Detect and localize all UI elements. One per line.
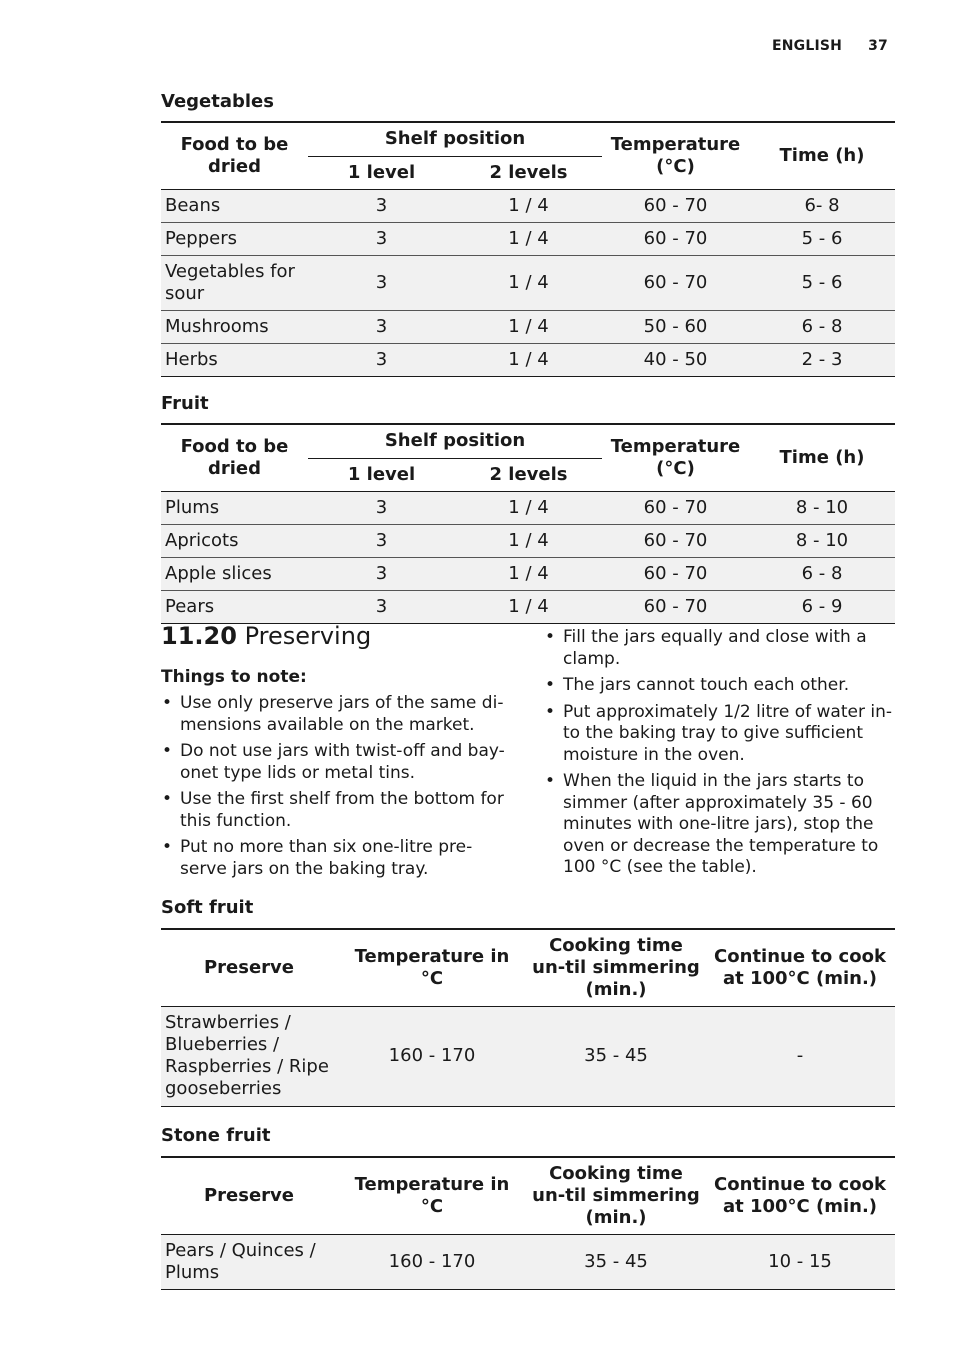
col-level2: 2 levels <box>489 463 568 485</box>
cell-level2: 1 / 4 <box>508 529 549 551</box>
fruit-table <box>161 423 895 624</box>
cell-food: Pears <box>165 595 215 617</box>
header-language: ENGLISH <box>772 38 843 54</box>
cell-food: Beans <box>165 194 221 216</box>
cell-temperature: 60 - 70 <box>643 562 708 584</box>
cell-level1: 3 <box>375 496 388 518</box>
cell-level1: 3 <box>375 227 388 249</box>
list-item: • Use only preserve jars of the same di-mensions available on the market. <box>161 693 506 736</box>
cell-continue-cooking: 10 - 15 <box>768 1250 832 1272</box>
section-number: 11.20 <box>161 622 237 650</box>
cell-time: 5 - 6 <box>801 271 843 293</box>
col-preserve: Preserve <box>161 929 337 1006</box>
col-continue-cooking: Continue to cook at 100°C (min.) <box>705 929 895 1006</box>
col-temperature: Temperature (°C) <box>602 122 749 189</box>
soft-fruit-label: Soft fruit <box>161 897 254 918</box>
cell-food: Herbs <box>165 348 218 370</box>
cell-temperature: 40 - 50 <box>643 348 708 370</box>
table-row <box>161 590 895 623</box>
col-temperature: Temperature in °C <box>337 1157 527 1234</box>
table-row <box>161 1006 895 1106</box>
cell-temperature: 160 - 170 <box>388 1250 476 1272</box>
col-continue-cooking: Continue to cook at 100°C (min.) <box>705 1157 895 1234</box>
cell-food: Vegetables for sour <box>165 260 295 304</box>
cell-level2: 1 / 4 <box>508 227 549 249</box>
cell-food: Apple slices <box>165 562 272 584</box>
cell-temperature: 60 - 70 <box>643 227 708 249</box>
cell-time: 8 - 10 <box>795 529 849 551</box>
section-title: Preserving <box>244 622 372 650</box>
table-row <box>161 524 895 557</box>
cell-continue-cooking: - <box>796 1045 804 1066</box>
list-item: • When the liquid in the jars starts to simmer (after approximately 35 - 60 minutes with one-litre jars), stop the oven or decrease the temperature to 100 °C (see the table). <box>544 771 895 879</box>
col-food: Food to be dried <box>161 424 308 491</box>
col-level2: 2 levels <box>489 161 568 183</box>
list-item: • Put no more than six one-litre pre-serve jars on the baking tray. <box>161 837 506 880</box>
cell-level2: 1 / 4 <box>508 271 549 293</box>
cell-preserve: Strawberries / Blueberries / Raspberries / Ripe gooseberries <box>165 1012 329 1099</box>
notes-list-left <box>161 693 506 885</box>
vegetables-table <box>161 121 895 377</box>
cell-time: 8 - 10 <box>795 496 849 518</box>
list-item: • Fill the jars equally and close with a clamp. <box>544 627 895 670</box>
table-row <box>161 310 895 343</box>
cell-time: 2 - 3 <box>801 348 843 370</box>
stone-fruit-label: Stone fruit <box>161 1125 271 1146</box>
table-row <box>161 1234 895 1289</box>
cell-temperature: 160 - 170 <box>388 1045 476 1066</box>
page-header <box>760 38 888 54</box>
cell-temperature: 60 - 70 <box>643 496 708 518</box>
cell-food: Apricots <box>165 529 239 551</box>
cell-time: 6 - 8 <box>801 562 843 584</box>
cell-temperature: 60 - 70 <box>643 595 708 617</box>
table-row <box>161 222 895 255</box>
cell-level2: 1 / 4 <box>508 194 549 216</box>
notes-heading: Things to note: <box>161 667 307 687</box>
list-item: • Use the first shelf from the bottom for this function. <box>161 789 506 832</box>
cell-temperature: 60 - 70 <box>643 194 708 216</box>
col-cooking-time: Cooking time un-til simmering (min.) <box>527 929 705 1006</box>
cell-time: 6 - 8 <box>801 315 843 337</box>
fruit-label: Fruit <box>161 393 209 414</box>
cell-cooking-time: 35 - 45 <box>584 1250 648 1272</box>
cell-level1: 3 <box>375 595 388 617</box>
cell-time: 6 - 9 <box>801 595 843 617</box>
cell-level1: 3 <box>375 529 388 551</box>
table-row <box>161 557 895 590</box>
cell-level2: 1 / 4 <box>508 315 549 337</box>
vegetables-label: Vegetables <box>161 91 274 112</box>
cell-preserve: Pears / Quinces / Plums <box>165 1239 316 1283</box>
col-shelf: Shelf position <box>308 424 602 458</box>
table-row <box>161 491 895 524</box>
col-time: Time (h) <box>749 122 895 189</box>
cell-cooking-time: 35 - 45 <box>584 1045 648 1066</box>
cell-level1: 3 <box>375 348 388 370</box>
cell-level2: 1 / 4 <box>508 595 549 617</box>
cell-food: Peppers <box>165 227 237 249</box>
cell-temperature: 50 - 60 <box>643 315 708 337</box>
table-row <box>161 343 895 376</box>
cell-food: Mushrooms <box>165 315 269 337</box>
cell-level2: 1 / 4 <box>508 562 549 584</box>
col-level1: 1 level <box>347 161 416 183</box>
cell-level1: 3 <box>375 562 388 584</box>
notes-list-right <box>544 627 895 884</box>
col-time: Time (h) <box>749 424 895 491</box>
col-temperature: Temperature (°C) <box>602 424 749 491</box>
soft-fruit-table <box>161 928 895 1107</box>
col-temperature: Temperature in °C <box>337 929 527 1006</box>
cell-level1: 3 <box>375 271 388 293</box>
cell-level1: 3 <box>375 315 388 337</box>
page-number: 37 <box>868 38 888 54</box>
cell-level2: 1 / 4 <box>508 348 549 370</box>
cell-level1: 3 <box>375 194 388 216</box>
col-preserve: Preserve <box>161 1157 337 1234</box>
cell-time: 5 - 6 <box>801 227 843 249</box>
cell-food: Plums <box>165 496 220 518</box>
col-food: Food to be dried <box>161 122 308 189</box>
cell-time: 6- 8 <box>804 194 840 216</box>
table-row <box>161 255 895 310</box>
col-cooking-time: Cooking time un-til simmering (min.) <box>527 1157 705 1234</box>
cell-level2: 1 / 4 <box>508 496 549 518</box>
list-item: • The jars cannot touch each other. <box>544 675 895 697</box>
col-level1: 1 level <box>347 463 416 485</box>
cell-temperature: 60 - 70 <box>643 529 708 551</box>
list-item: • Do not use jars with twist-off and bay-onet type lids or metal tins. <box>161 741 506 784</box>
stone-fruit-table <box>161 1156 895 1290</box>
list-item: • Put approximately 1/2 litre of water in-to the baking tray to give sufficient moisture in the oven. <box>544 702 895 767</box>
cell-temperature: 60 - 70 <box>643 271 708 293</box>
table-row <box>161 189 895 222</box>
section-heading <box>161 622 371 650</box>
col-shelf: Shelf position <box>308 122 602 156</box>
